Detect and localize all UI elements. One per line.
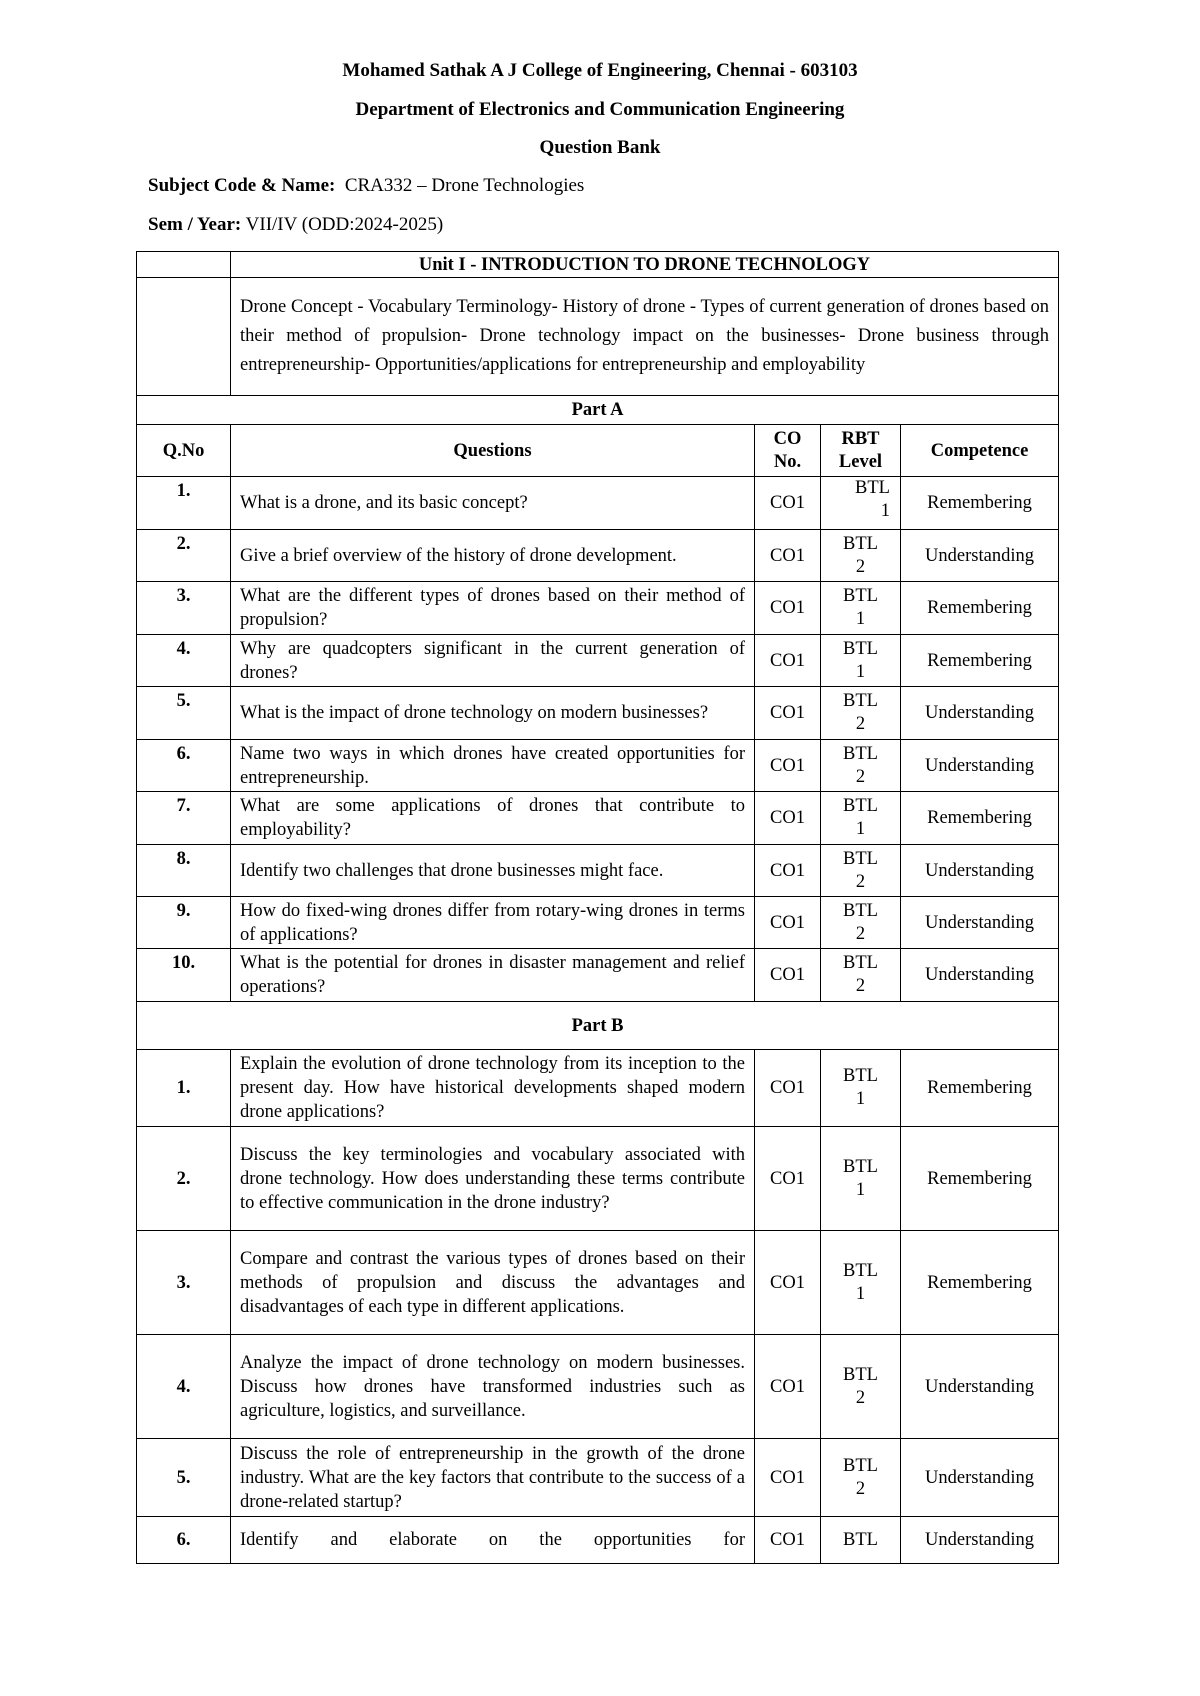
competence: Understanding (901, 845, 1059, 897)
question-text: Why are quadcopters significant in the current generation of drones? (231, 635, 755, 687)
col-qno: Q.No (137, 425, 231, 477)
question-number: 10. (137, 949, 231, 1002)
competence: Remembering (901, 582, 1059, 635)
question-number: 5. (137, 1439, 231, 1517)
co-number: CO1 (755, 1439, 821, 1517)
table-row (137, 1335, 1059, 1439)
rbt-level: BTL 2 (821, 897, 901, 949)
rbt-level: BTL 1 (821, 1050, 901, 1127)
table-row (137, 845, 1059, 897)
co-number: CO1 (755, 1127, 821, 1231)
unit-title: Unit I - INTRODUCTION TO DRONE TECHNOLOGY (231, 252, 1059, 278)
table-row (137, 897, 1059, 949)
table-row (137, 1517, 1059, 1564)
table-row (137, 687, 1059, 740)
question-text: How do fixed-wing drones differ from rotary-wing drones in terms of applications? (231, 897, 755, 949)
co-number: CO1 (755, 792, 821, 845)
question-text: Name two ways in which drones have created opportunities for entrepreneurship. (231, 740, 755, 792)
co-number: CO1 (755, 687, 821, 740)
subject-value: CRA332 – Drone Technologies (344, 175, 585, 196)
question-number: 4. (137, 635, 231, 687)
col-co: CO No. (755, 425, 821, 477)
question-number: 4. (137, 1335, 231, 1439)
co-number: CO1 (755, 897, 821, 949)
competence: Understanding (901, 949, 1059, 1002)
rbt-level: BTL 2 (821, 530, 901, 582)
rbt-level: BTL 1 (821, 582, 901, 635)
question-number: 6. (137, 740, 231, 792)
rbt-level: BTL 1 (821, 792, 901, 845)
question-number: 5. (137, 687, 231, 740)
table-row (137, 1231, 1059, 1335)
col-competence: Competence (901, 425, 1059, 477)
part-b-label: Part B (137, 1002, 1059, 1050)
question-number: 1. (137, 1050, 231, 1127)
column-header-row (137, 425, 1059, 477)
competence: Understanding (901, 740, 1059, 792)
competence: Understanding (901, 530, 1059, 582)
table-row (137, 635, 1059, 687)
question-text: Identify and elaborate on the opportunities for (231, 1517, 755, 1564)
question-text: What are the different types of drones based on their method of propulsion? (231, 582, 755, 635)
unit-blank-cell (137, 252, 231, 278)
table-row (137, 1050, 1059, 1127)
co-number: CO1 (755, 1517, 821, 1564)
co-number: CO1 (755, 1335, 821, 1439)
question-text: Give a brief overview of the history of drone development. (231, 530, 755, 582)
rbt-level: BTL (821, 1517, 901, 1564)
co-number: CO1 (755, 635, 821, 687)
question-text: What is a drone, and its basic concept? (231, 477, 755, 530)
competence: Understanding (901, 1335, 1059, 1439)
sem-value: VII/IV (ODD:2024-2025) (245, 214, 444, 235)
question-number: 2. (137, 530, 231, 582)
table-row (137, 1439, 1059, 1517)
table-row (137, 1127, 1059, 1231)
rbt-level: BTL 1 (821, 1231, 901, 1335)
competence: Understanding (901, 687, 1059, 740)
competence: Remembering (901, 792, 1059, 845)
question-text: What are some applications of drones that contribute to employability? (231, 792, 755, 845)
competence: Remembering (901, 1050, 1059, 1127)
co-number: CO1 (755, 740, 821, 792)
table-row (137, 530, 1059, 582)
question-text: What is the impact of drone technology on modern businesses? (231, 687, 755, 740)
unit-desc-blank-cell (137, 278, 231, 396)
rbt-level: BTL 2 (821, 1335, 901, 1439)
co-number: CO1 (755, 845, 821, 897)
competence: Remembering (901, 477, 1059, 530)
rbt-level: BTL 2 (821, 687, 901, 740)
rbt-level: BTL 2 (821, 949, 901, 1002)
subject-line (148, 175, 584, 197)
question-number: 7. (137, 792, 231, 845)
unit-description: Drone Concept - Vocabulary Terminology- History of drone - Types of current generation of drones based on their method of propulsion- Drone technology impact on the businesses- Drone business through entrepreneurship- Opportunities/applications for entrepreneurship and employability (231, 278, 1059, 396)
rbt-level: BTL 2 (821, 740, 901, 792)
question-text: Explain the evolution of drone technology from its inception to the present day. How have historical developments shaped modern drone applications? (231, 1050, 755, 1127)
part-a-label: Part A (137, 396, 1059, 425)
col-rbt: RBT Level (821, 425, 901, 477)
co-number: CO1 (755, 530, 821, 582)
question-number: 8. (137, 845, 231, 897)
college-name: Mohamed Sathak A J College of Engineering, Chennai - 603103 (342, 60, 858, 81)
sem-line (148, 214, 443, 236)
competence: Remembering (901, 635, 1059, 687)
question-number: 1. (137, 477, 231, 530)
col-questions: Questions (231, 425, 755, 477)
question-number: 2. (137, 1127, 231, 1231)
question-text: Compare and contrast the various types of drones based on their methods of propulsion and discuss the advantages and disadvantages of each type in different applications. (231, 1231, 755, 1335)
table-row (137, 582, 1059, 635)
subject-label: Subject Code & Name: (148, 175, 336, 196)
question-text: Discuss the key terminologies and vocabulary associated with drone technology. How does understanding these terms contribute to effective communication in the drone industry? (231, 1127, 755, 1231)
sem-label: Sem / Year: (148, 214, 242, 235)
question-number: 6. (137, 1517, 231, 1564)
co-number: CO1 (755, 477, 821, 530)
question-number: 9. (137, 897, 231, 949)
question-text: Identify two challenges that drone businesses might face. (231, 845, 755, 897)
question-number: 3. (137, 1231, 231, 1335)
rbt-level: BTL 1 (821, 477, 901, 530)
question-bank-table (136, 251, 1059, 1564)
department-name: Department of Electronics and Communication Engineering (355, 99, 845, 120)
question-number: 3. (137, 582, 231, 635)
co-number: CO1 (755, 1050, 821, 1127)
rbt-level: BTL 1 (821, 635, 901, 687)
competence: Remembering (901, 1127, 1059, 1231)
rbt-level: BTL 2 (821, 1439, 901, 1517)
table-row (137, 949, 1059, 1002)
table-row (137, 477, 1059, 530)
competence: Understanding (901, 897, 1059, 949)
doc-title: Question Bank (539, 137, 661, 158)
co-number: CO1 (755, 949, 821, 1002)
competence: Understanding (901, 1439, 1059, 1517)
question-text: Analyze the impact of drone technology on modern businesses. Discuss how drones have transformed industries such as agriculture, logistics, and surveillance. (231, 1335, 755, 1439)
table-row (137, 792, 1059, 845)
table-row (137, 740, 1059, 792)
co-number: CO1 (755, 1231, 821, 1335)
rbt-level: BTL 2 (821, 845, 901, 897)
competence: Understanding (901, 1517, 1059, 1564)
competence: Remembering (901, 1231, 1059, 1335)
question-text: Discuss the role of entrepreneurship in the growth of the drone industry. What are the key factors that contribute to the success of a drone-related startup? (231, 1439, 755, 1517)
question-text: What is the potential for drones in disaster management and relief operations? (231, 949, 755, 1002)
rbt-level: BTL 1 (821, 1127, 901, 1231)
co-number: CO1 (755, 582, 821, 635)
